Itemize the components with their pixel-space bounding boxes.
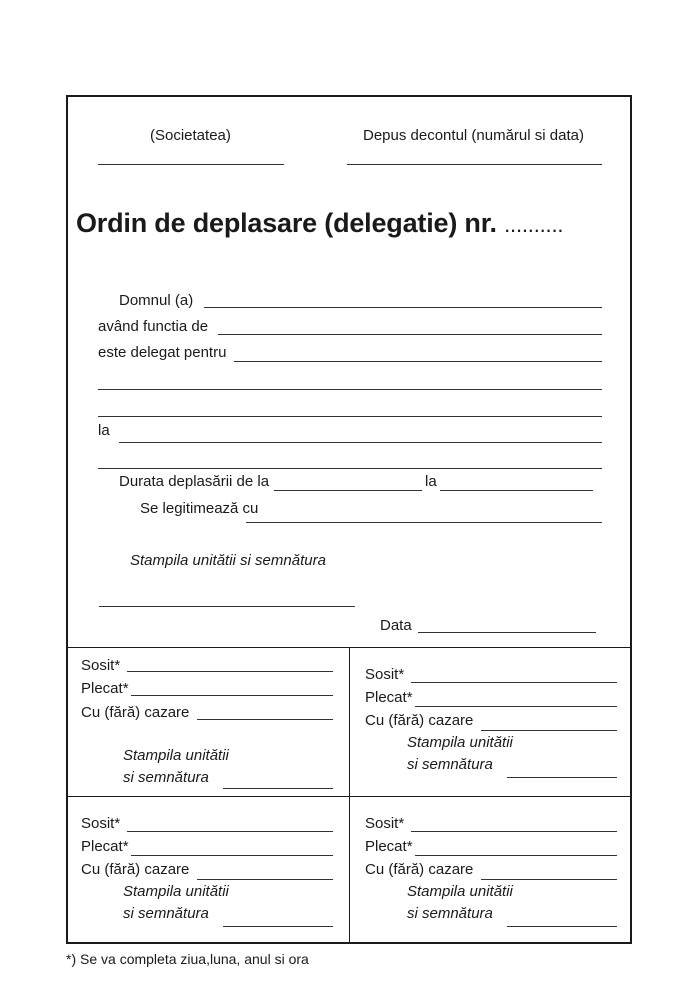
delegated-field-line-3[interactable] [98,416,602,417]
arrived-field[interactable] [411,682,617,683]
arrived-field[interactable] [127,831,333,832]
at-label: la [98,422,110,439]
arrived-field[interactable] [127,671,333,672]
left-label: Plecat* [81,838,129,855]
duration-from-label: Durata deplasării de la [119,473,270,490]
stamp-line-1: Stampila unitătii [123,747,229,764]
settlement-field[interactable] [347,164,602,165]
settlement-label: Depus decontul (numărul si data) [363,127,584,144]
id-field[interactable] [246,522,602,523]
stamp-label: Stampila unitătii si semnătura [130,552,326,569]
left-label: Plecat* [365,689,413,706]
title-number-dots: .......... [504,212,564,237]
lodging-field[interactable] [481,879,617,880]
delegated-field[interactable] [234,361,602,362]
stamp-line-2: si semnătura [407,756,493,773]
signature-field[interactable] [507,926,617,927]
arrived-label: Sosit* [81,657,121,674]
duration-to-field[interactable] [440,490,593,491]
left-label: Plecat* [365,838,413,855]
duration-from-field[interactable] [274,490,422,491]
duration-to-label: la [425,473,437,490]
id-label: Se legitimează cu [140,500,259,517]
arrived-label: Sosit* [365,666,405,683]
date-label: Data [380,617,412,634]
lodging-label: Cu (fără) cazare [81,861,190,878]
delegated-field-line-2[interactable] [98,389,602,390]
lodging-label: Cu (fără) cazare [81,704,190,721]
stamp-line-1: Stampila unitătii [123,883,229,900]
footnote: *) Se va completa ziua,luna, anul si ora [66,951,309,967]
mr-field[interactable] [204,307,602,308]
grid-divider-vertical [349,647,350,943]
date-field[interactable] [418,632,596,633]
signature-field[interactable] [223,926,333,927]
left-field[interactable] [131,695,333,696]
document-title [76,208,563,239]
stamp-line-1: Stampila unitătii [407,734,513,751]
lodging-field[interactable] [197,879,333,880]
arrived-field[interactable] [411,831,617,832]
stamp-line-1: Stampila unitătii [407,883,513,900]
stamp-signature-field[interactable] [99,606,355,607]
arrived-label: Sosit* [365,815,405,832]
signature-field[interactable] [507,777,617,778]
lodging-field[interactable] [481,730,617,731]
company-label: (Societatea) [150,127,231,144]
signature-field[interactable] [223,788,333,789]
company-field[interactable] [98,164,284,165]
position-field[interactable] [218,334,602,335]
position-label: având functia de [98,318,209,335]
arrived-label: Sosit* [81,815,121,832]
at-field[interactable] [119,442,602,443]
delegated-label: este delegat pentru [98,344,227,361]
lodging-field[interactable] [197,719,333,720]
stamp-line-2: si semnătura [123,905,209,922]
mr-label: Domnul (a) [119,292,194,309]
title-text: Ordin de deplasare (delegatie) nr. [76,208,497,238]
left-field[interactable] [415,706,617,707]
at-field-line-2[interactable] [98,468,602,469]
stamp-line-2: si semnătura [407,905,493,922]
left-field[interactable] [131,855,333,856]
left-label: Plecat* [81,680,129,697]
lodging-label: Cu (fără) cazare [365,861,474,878]
stamp-line-2: si semnătura [123,769,209,786]
left-field[interactable] [415,855,617,856]
lodging-label: Cu (fără) cazare [365,712,474,729]
